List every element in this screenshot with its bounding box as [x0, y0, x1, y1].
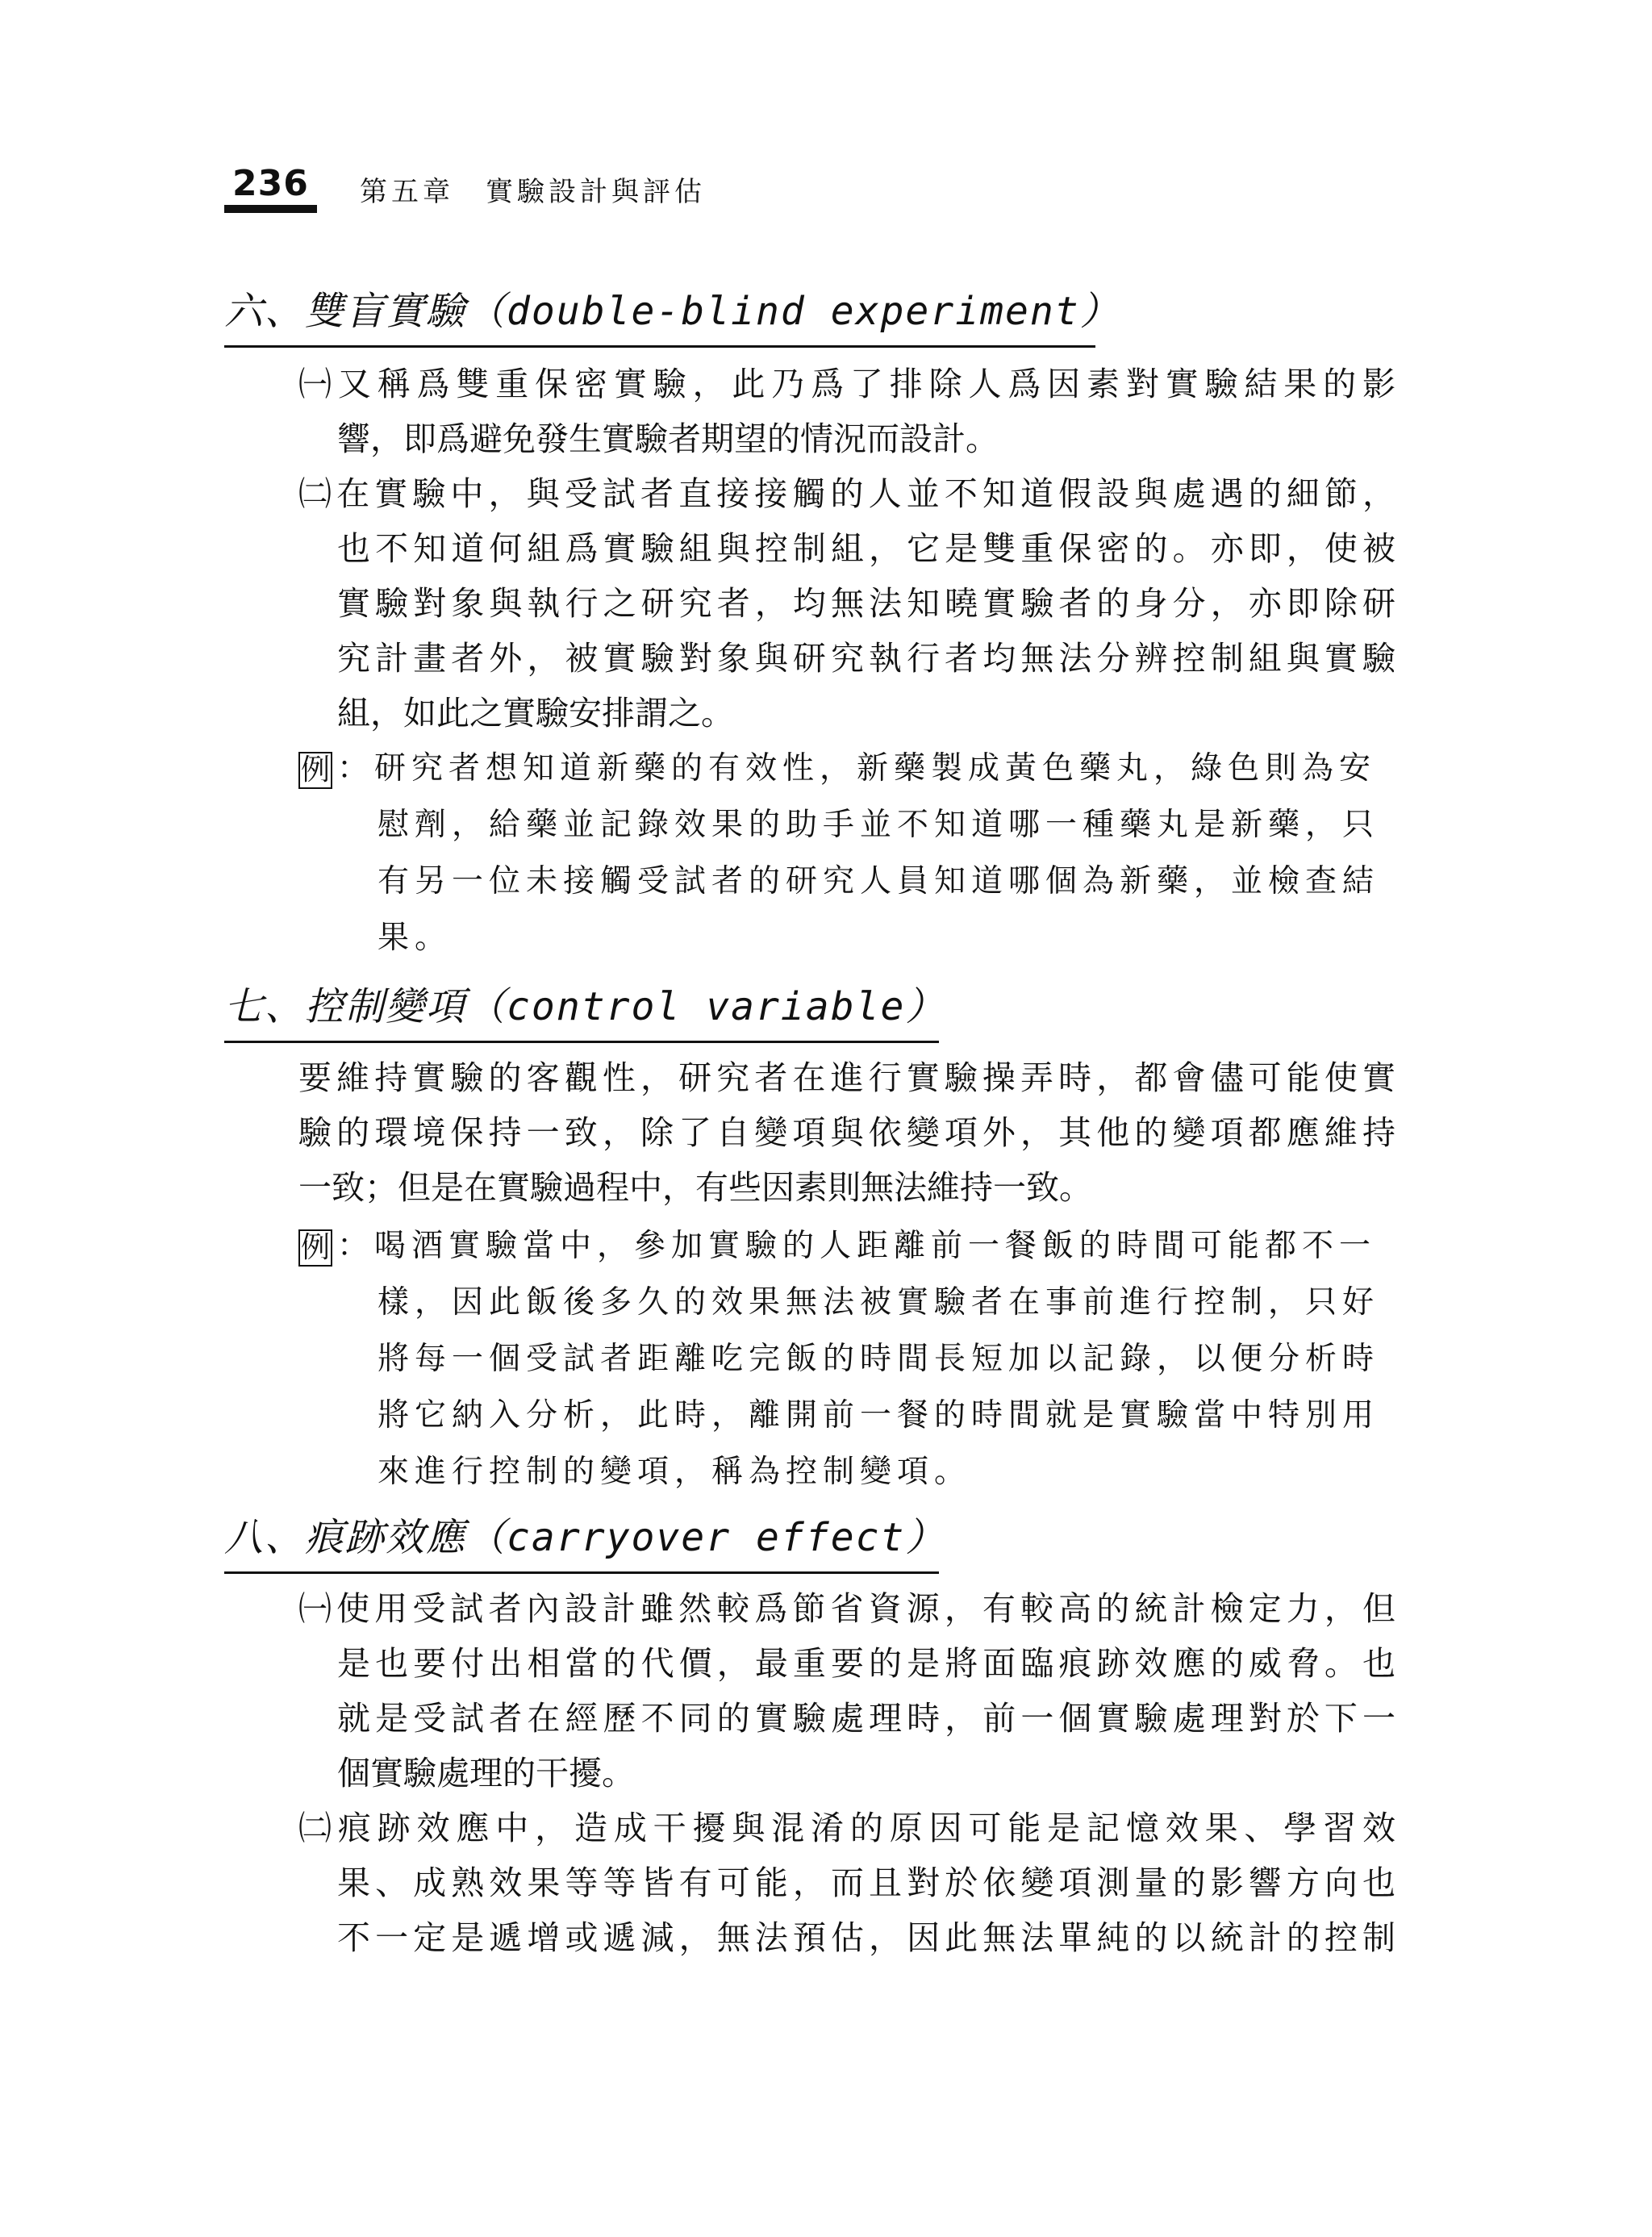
example-label-box: 例: [298, 1229, 332, 1267]
heading-en: （carryover effect）: [466, 1515, 946, 1560]
page-number: 236: [232, 163, 309, 204]
example-label-box: 例: [298, 752, 332, 789]
example-block: 例 ：喝酒實驗當中，參加實驗的人距離前一餐飯的時間可能都不一 樣，因此飯後多久的效果無法被實驗者在事前進行控制，只好 將每一個受試者距離吃完飯的時間長短加以記錄，以便分析時 將它納入分析，此時，離開前一餐的時間就是實驗當中特別用 來進行控制的變項，稱為控制變項。: [298, 1218, 1395, 1500]
heading-en: （double-blind experiment）: [466, 289, 1120, 334]
chapter-title: 第五章 實驗設計與評估: [360, 176, 706, 208]
page-header: [224, 158, 1644, 223]
list-item: ㈠又稱爲雙重保密實驗，此乃爲了排除人爲因素對實驗結果的影 響，即爲避免發生實驗者期望的情況而設計。: [298, 365, 1395, 458]
section-heading-carryover-effect: [224, 1513, 946, 1574]
heading-zh: 八、痕跡效應: [224, 1515, 467, 1560]
section-heading-control-variable: [224, 983, 946, 1043]
example-block: 例 ：研究者想知道新藥的有效性，新藥製成黃色藥丸，綠色則為安 慰劑，給藥並記錄效果的助手並不知道哪一種藥丸是新藥，只 有另一位未接觸受試者的研究人員知道哪個為新藥，並檢查結 果。: [298, 741, 1395, 966]
heading-en: （control variable）: [466, 984, 946, 1029]
list-item: ㈠使用受試者內設計雖然較爲節省資源，有較高的統計檢定力，但 是也要付出相當的代價，最重要的是將面臨痕跡效應的威脅。也 就是受試者在經歷不同的實驗處理時，前一個實驗處理對於下一 個實驗處理的干擾。: [298, 1589, 1395, 1793]
heading-zh: 七、控制變項: [224, 984, 467, 1029]
section-heading-double-blind: [224, 287, 1120, 348]
list-item: ㈡在實驗中，與受試者直接接觸的人並不知道假設與處遇的細節， 也不知道何組爲實驗組與控制組，它是雙重保密的。亦即，使被 實驗對象與執行之研究者，均無法知曉實驗者的身分，亦即除研 究計畫者外，被實驗對象與研究執行者均無法分辨控制組與實驗 組，如此之實驗安排謂之。: [298, 474, 1395, 732]
page-number-underline: [224, 205, 317, 213]
list-item: ㈡痕跡效應中，造成干擾與混淆的原因可能是記憶效果、學習效 果、成熟效果等等皆有可能，而且對於依變項測量的影響方向也 不一定是遞增或遞減，無法預估，因此無法單純的以統計的控制: [298, 1809, 1395, 1957]
paragraph: 要維持實驗的客觀性，研究者在進行實驗操弄時，都會儘可能使實 驗的環境保持一致，除了自變項與依變項外，其他的變項都應維持 一致；但是在實驗過程中，有些因素則無法維持一致。: [298, 1058, 1395, 1207]
heading-zh: 六、雙盲實驗: [224, 289, 467, 334]
